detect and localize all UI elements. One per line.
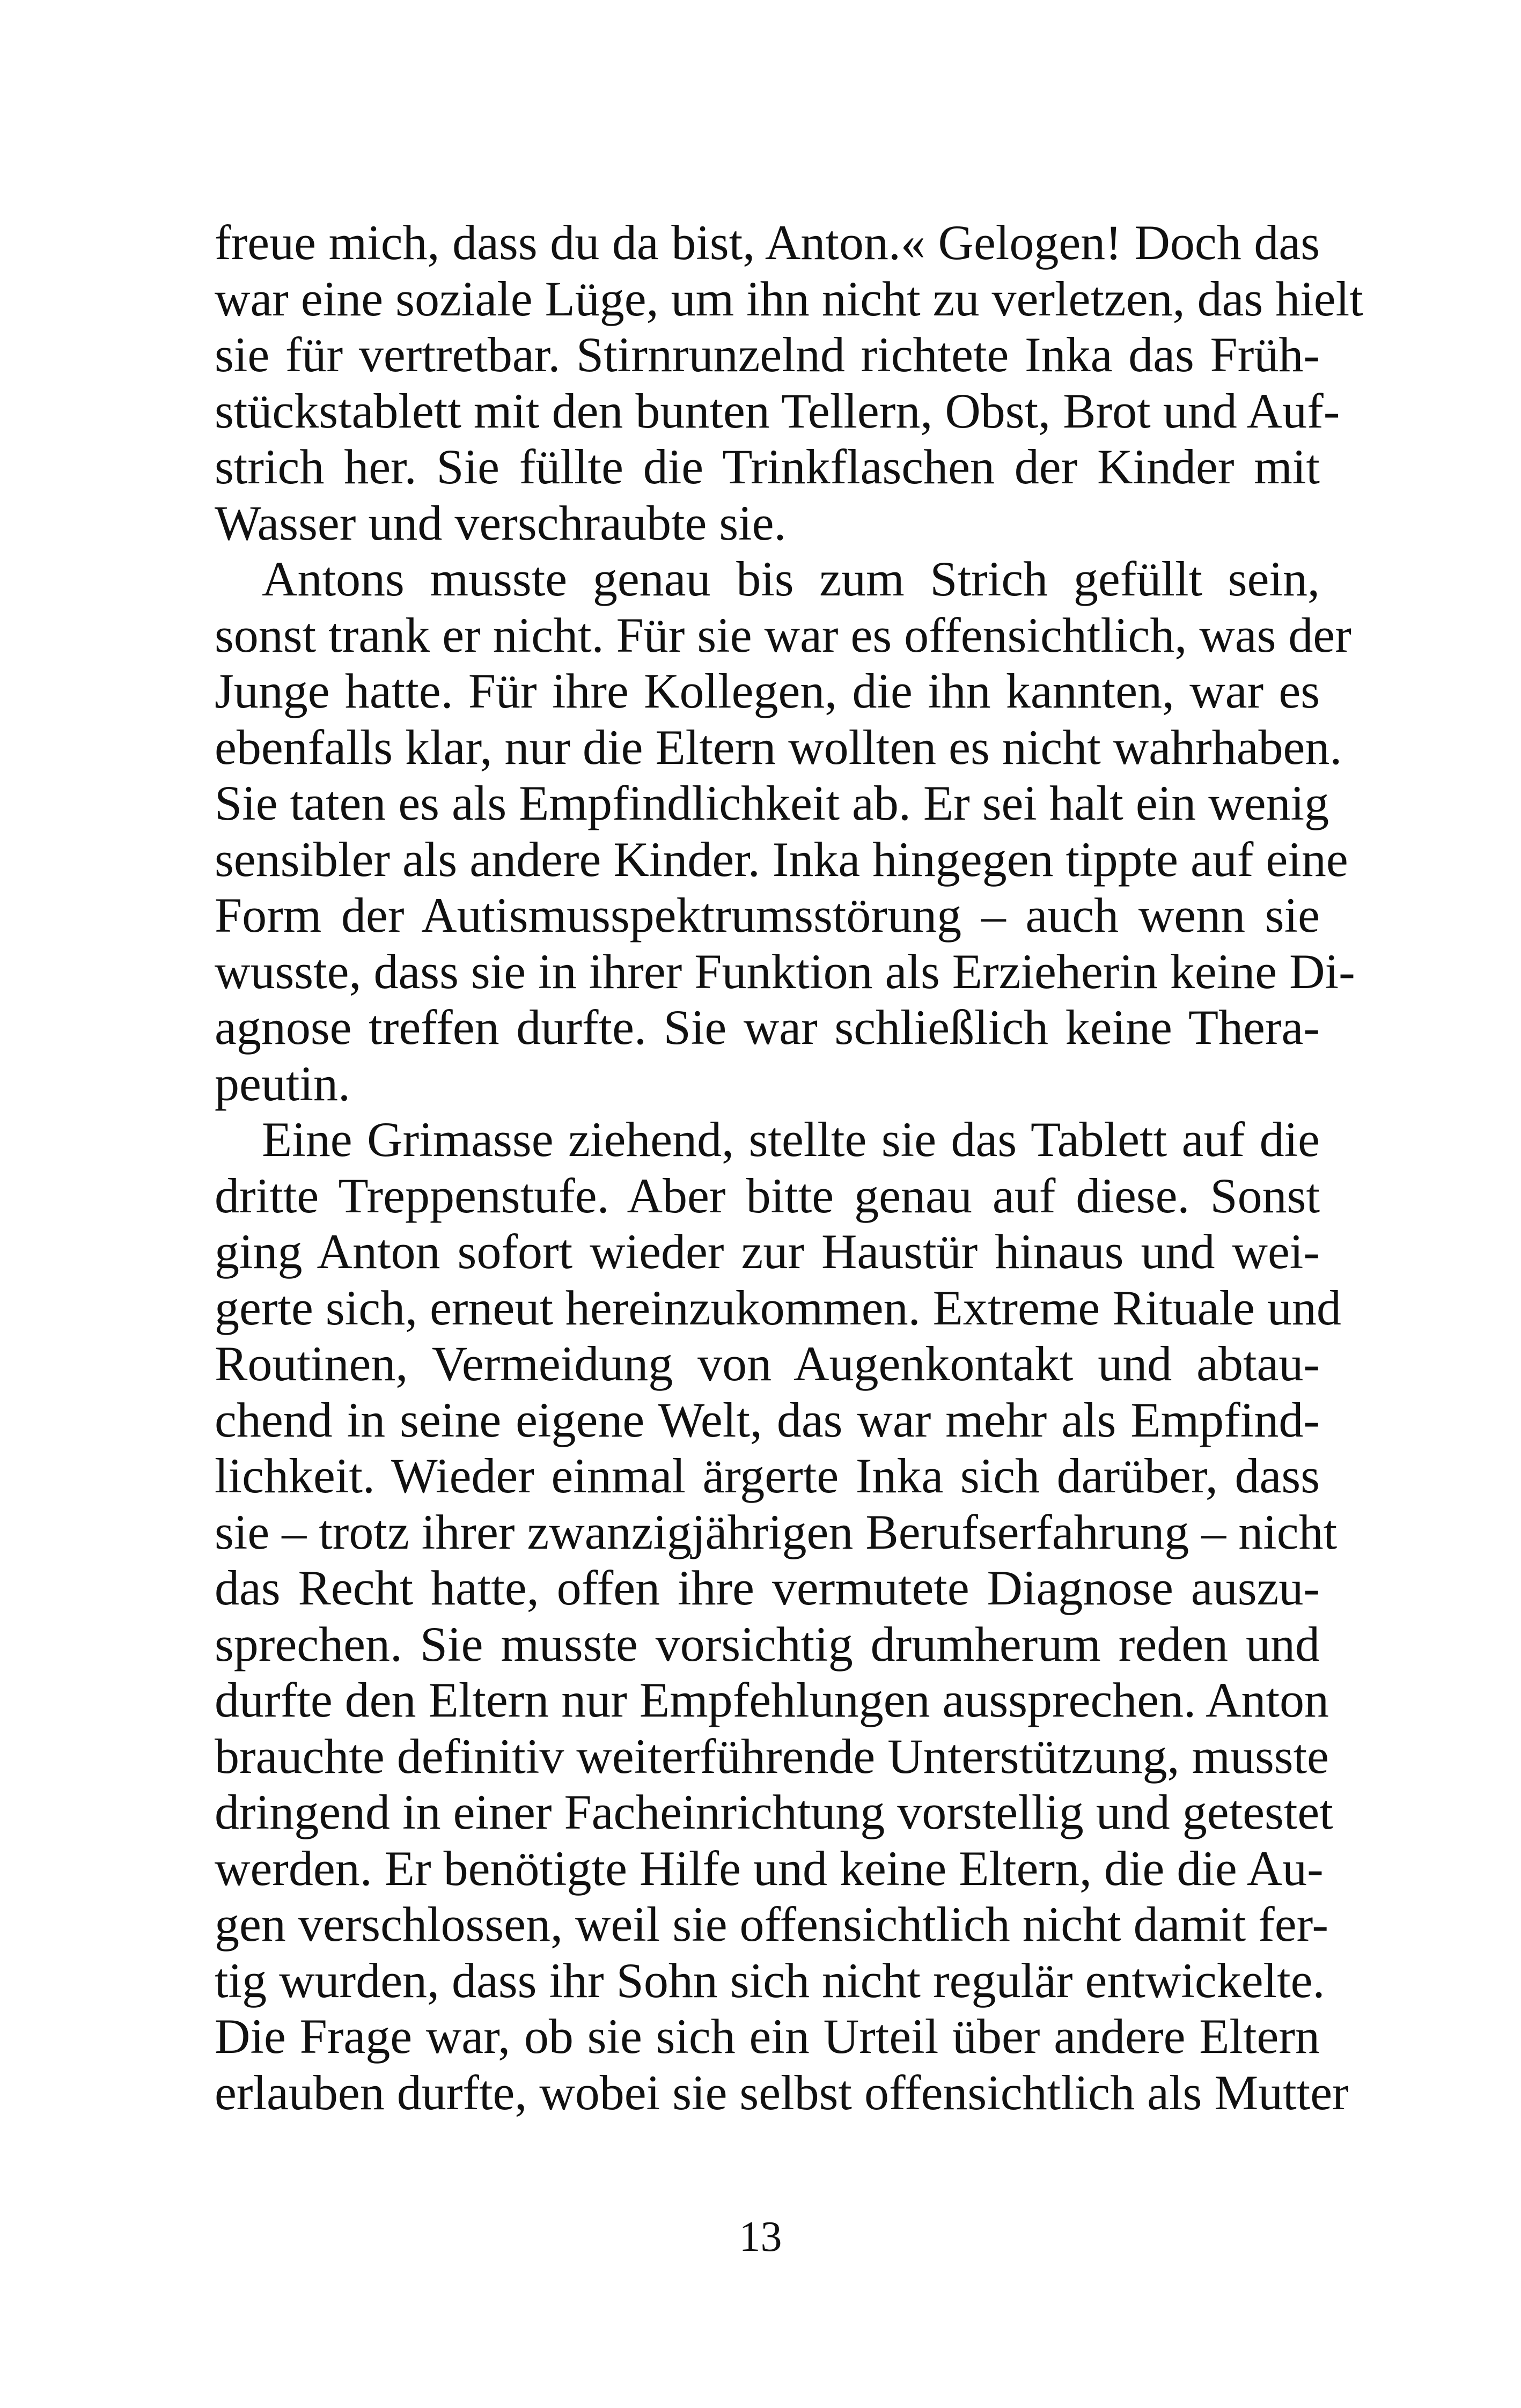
text-line: gen verschlossen, weil sie offensichtlich nicht damit fer- bbox=[215, 1897, 1329, 1952]
text-line: das Recht hatte, offen ihre vermutete Diagnose auszu- bbox=[215, 1560, 1320, 1615]
text-line: sie für vertretbar. Stirnrunzelnd richtete Inka das Früh- bbox=[215, 327, 1320, 382]
text-line: dringend in einer Facheinrichtung vorstellig und getestet bbox=[215, 1785, 1333, 1839]
text-line: strich her. Sie füllte die Trinkflaschen der Kinder mit bbox=[215, 439, 1320, 494]
text-line: agnose treffen durfte. Sie war schließlich keine Thera- bbox=[215, 1000, 1320, 1055]
text-line: sprechen. Sie musste vorsichtig drumherum reden und bbox=[215, 1616, 1320, 1671]
text-line: Antons musste genau bis zum Strich gefüllt sein, bbox=[262, 551, 1320, 606]
text-line: Wasser und verschraubte sie. bbox=[215, 495, 787, 550]
paragraph bbox=[215, 551, 1355, 1111]
text-line: stückstablett mit den bunten Tellern, Obst, Brot und Auf- bbox=[215, 383, 1340, 438]
text-line: chend in seine eigene Welt, das war mehr als Empfind- bbox=[215, 1392, 1320, 1447]
text-line: sensibler als andere Kinder. Inka hingegen tippte auf eine bbox=[215, 831, 1348, 887]
text-line: war eine soziale Lüge, um ihn nicht zu verletzen, das hielt bbox=[215, 271, 1363, 326]
text-line: werden. Er benötigte Hilfe und keine Eltern, die die Au- bbox=[215, 1840, 1324, 1896]
text-line: ging Anton sofort wieder zur Haustür hinaus und wei- bbox=[215, 1224, 1320, 1279]
text-line: brauchte definitiv weiterführende Unterstützung, musste bbox=[215, 1728, 1329, 1784]
paragraph bbox=[215, 215, 1363, 551]
text-line: erlauben durfte, wobei sie selbst offensichtlich als Mutter bbox=[215, 2065, 1349, 2120]
text-line: ebenfalls klar, nur die Eltern wollten es nicht wahrhaben. bbox=[215, 719, 1342, 775]
text-line: wusste, dass sie in ihrer Funktion als Erzieherin keine Di- bbox=[215, 944, 1355, 999]
text-line: dritte Treppenstufe. Aber bitte genau auf diese. Sonst bbox=[215, 1168, 1320, 1223]
text-line: Eine Grimasse ziehend, stellte sie das Tablett auf die bbox=[262, 1112, 1320, 1167]
text-line: peutin. bbox=[215, 1056, 350, 1111]
text-line: freue mich, dass du da bist, Anton.« Gelogen! Doch das bbox=[215, 215, 1320, 270]
text-line: Routinen, Vermeidung von Augenkontakt und abtau- bbox=[215, 1336, 1320, 1391]
text-line: sie – trotz ihrer zwanzigjährigen Berufserfahrung – nicht bbox=[215, 1504, 1338, 1559]
text-line: durfte den Eltern nur Empfehlungen aussprechen. Anton bbox=[215, 1673, 1329, 1727]
page-number: 13 bbox=[739, 2213, 782, 2260]
paragraph bbox=[215, 1111, 1349, 2120]
text-line: lichkeit. Wieder einmal ärgerte Inka sich darüber, dass bbox=[215, 1448, 1320, 1503]
body-text bbox=[215, 215, 1363, 2120]
text-line: Junge hatte. Für ihre Kollegen, die ihn kannten, war es bbox=[215, 664, 1320, 718]
text-line: tig wurden, dass ihr Sohn sich nicht regulär entwickelte. bbox=[215, 1953, 1325, 2008]
text-line: Die Frage war, ob sie sich ein Urteil über andere Eltern bbox=[215, 2009, 1320, 2064]
text-line: Sie taten es als Empfindlichkeit ab. Er sei halt ein wenig bbox=[215, 776, 1329, 830]
text-line: sonst trank er nicht. Für sie war es offensichtlich, was der bbox=[215, 607, 1351, 662]
text-line: Form der Autismusspektrumsstörung – auch wenn sie bbox=[215, 888, 1320, 942]
text-line: gerte sich, erneut hereinzukommen. Extreme Rituale und bbox=[215, 1280, 1341, 1335]
